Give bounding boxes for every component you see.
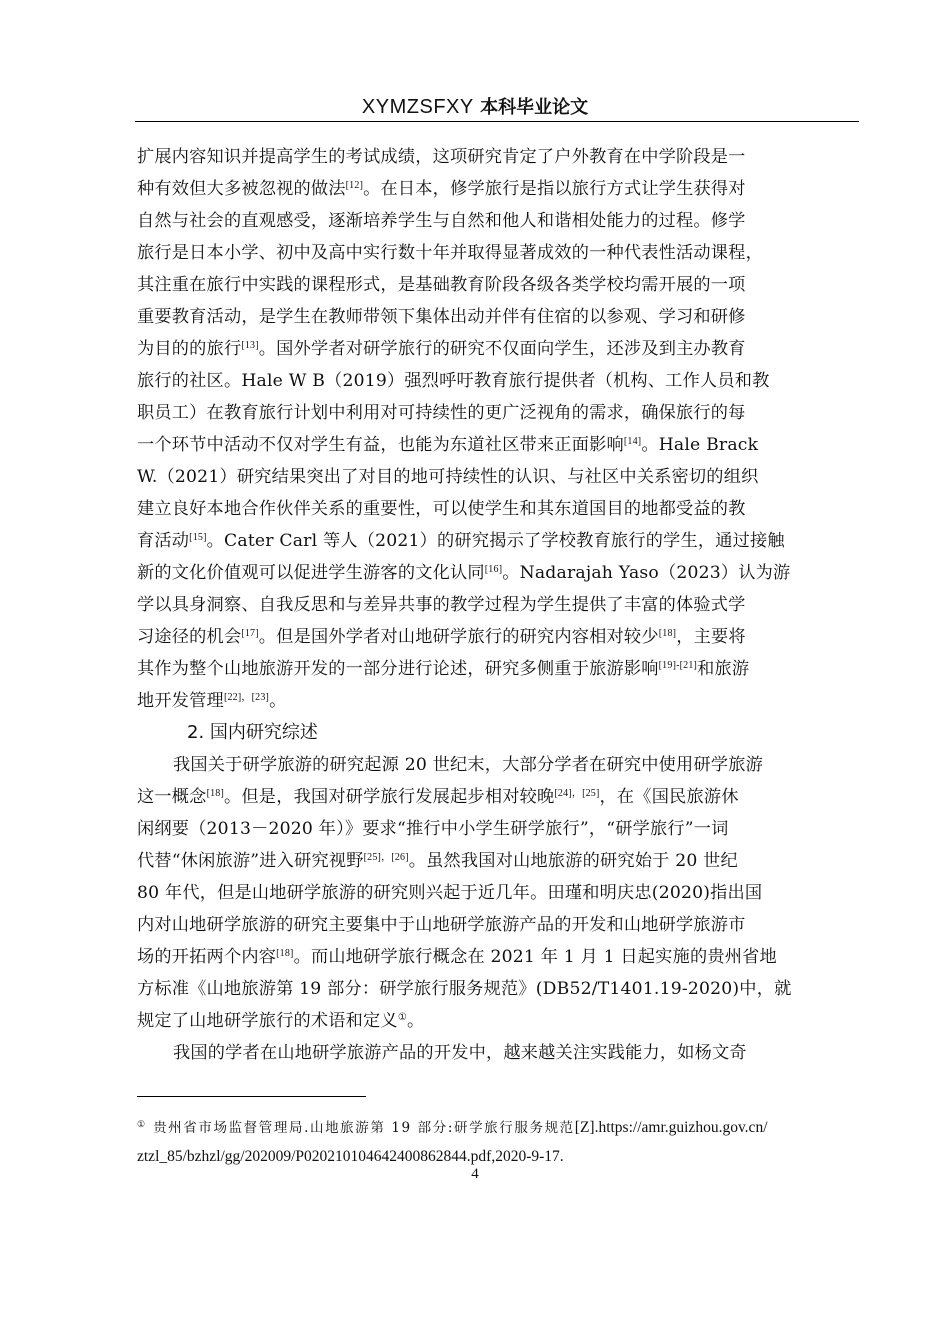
paragraph-foreign-research bbox=[137, 141, 817, 717]
citation-marker: [18] bbox=[276, 948, 294, 959]
text-run: 种有效但大多被忽视的做法 bbox=[137, 179, 346, 199]
header-title: 本科毕业论文 bbox=[480, 97, 589, 118]
text-run: 这一概念 bbox=[137, 787, 207, 807]
text-line bbox=[137, 205, 817, 237]
text-run: 。国外学者对研学旅行的研究不仅面向学生，还涉及到主办教育 bbox=[258, 339, 746, 359]
text-line bbox=[137, 749, 817, 781]
citation-marker: [19]-[21] bbox=[658, 660, 698, 671]
text-line bbox=[137, 237, 817, 269]
text-line bbox=[137, 877, 817, 909]
text-line bbox=[137, 973, 817, 1005]
paragraph-domestic-research bbox=[137, 749, 817, 1069]
footnote-separator bbox=[137, 1096, 366, 1097]
header-code: XYMZSFXY bbox=[361, 96, 474, 118]
text-run: 我国的学者在山地研学旅游产品的开发中，越来越关注实践能力，如杨文奇 bbox=[173, 1043, 747, 1063]
citation-marker: [15] bbox=[189, 532, 207, 543]
text-line bbox=[137, 685, 817, 717]
text-line bbox=[137, 941, 817, 973]
text-line bbox=[137, 141, 817, 173]
footnote-link-start: [Z].https://amr.guizhou.gov.cn/ bbox=[574, 1119, 768, 1136]
citation-marker: [12] bbox=[345, 180, 364, 191]
citation-marker: [13] bbox=[241, 340, 259, 351]
footnote-text-cn: 贵州省市场监督管理局.山地旅游第 19 部分:研学旅行服务规范 bbox=[153, 1120, 575, 1136]
text-run: 建立良好本地合作伙伴关系的重要性，可以使学生和其东道国目的地都受益的教 bbox=[137, 499, 746, 519]
text-line bbox=[137, 845, 817, 877]
text-run: 重要教育活动，是学生在教师带领下集体出动并伴有住宿的以参观、学习和研修 bbox=[137, 307, 746, 327]
citation-marker: [18] bbox=[206, 788, 225, 799]
text-run: 方标准《山地旅游第 19 部分：研学旅行服务规范》(DB52/T1401.19-2020)中，就 bbox=[137, 979, 792, 999]
text-line bbox=[137, 333, 817, 365]
text-run: 育活动 bbox=[137, 531, 190, 551]
body-text bbox=[137, 141, 817, 1069]
text-run: W.（2021）研究结果突出了对目的地可持续性的认识、与社区中关系密切的组织 bbox=[137, 467, 759, 487]
text-run: 代替“休闲旅游”进入研究视野 bbox=[137, 851, 364, 871]
text-run: 我国关于研学旅游的研究起源 20 世纪末，大部分学者在研究中使用研学旅游 bbox=[173, 755, 764, 775]
text-run: 新的文化价值观可以促进学生游客的文化认同 bbox=[137, 563, 485, 583]
text-run: 80 年代，但是山地研学旅游的研究则兴起于近几年。田瑾和明庆忠(2020)指出国 bbox=[137, 883, 763, 903]
text-run: 旅行的社区。Hale W B（2019）强烈呼吁教育旅行提供者（机构、工作人员和教 bbox=[137, 371, 770, 391]
text-line bbox=[137, 173, 817, 205]
text-line bbox=[137, 813, 817, 845]
text-run: 。但是，我国对研学旅行发展起步相对较晚 bbox=[224, 787, 555, 807]
text-line bbox=[137, 589, 817, 621]
text-run: 习途径的机会 bbox=[137, 627, 242, 647]
text-run: 。在日本，修学旅行是指以旅行方式让学生获得对 bbox=[363, 179, 746, 199]
text-line bbox=[137, 461, 817, 493]
text-run: 其作为整个山地旅游开发的一部分进行论述，研究多侧重于旅游影响 bbox=[137, 659, 659, 679]
text-run: 规定了山地研学旅行的术语和定义 bbox=[137, 1011, 398, 1031]
section-heading: 2. 国内研究综述 bbox=[187, 722, 318, 743]
text-run: 。而山地研学旅行概念在 2021 年 1 月 1 日起实施的贵州省地 bbox=[293, 947, 777, 967]
text-run: 其注重在旅行中实践的课程形式，是基础教育阶段各级各类学校均需开展的一项 bbox=[137, 275, 746, 295]
text-line bbox=[137, 1005, 817, 1037]
citation-marker: [14] bbox=[623, 436, 642, 447]
text-run: 和旅游 bbox=[697, 659, 750, 679]
text-run: 。 bbox=[407, 1011, 425, 1031]
header-rule bbox=[135, 121, 859, 122]
text-run: 闲纲要（2013－2020 年）》要求“推行中小学生研学旅行”，“研学旅行”一词 bbox=[137, 819, 729, 839]
text-run: 扩展内容知识并提高学生的考试成绩，这项研究肯定了户外教育在中学阶段是一 bbox=[137, 147, 746, 167]
text-line bbox=[137, 621, 817, 653]
citation-marker: [22]，[23] bbox=[223, 692, 270, 703]
page-number: 4 bbox=[471, 1166, 479, 1182]
citation-marker: [18] bbox=[658, 628, 677, 639]
text-line bbox=[137, 653, 817, 685]
text-run: 。但是国外学者对山地研学旅行的研究内容相对较少 bbox=[258, 627, 659, 647]
text-run: ，主要将 bbox=[676, 627, 746, 647]
text-line bbox=[137, 269, 817, 301]
text-line bbox=[137, 781, 817, 813]
text-run: 地开发管理 bbox=[137, 691, 224, 711]
text-run: 旅行是日本小学、初中及高中实行数十年并取得显著成效的一种代表性活动课程， bbox=[137, 243, 763, 263]
text-run: ，在《国民旅游休 bbox=[599, 787, 739, 807]
text-run: 。 bbox=[269, 691, 287, 711]
text-run: 。虽然我国对山地旅游的研究始于 20 世纪 bbox=[408, 851, 738, 871]
text-run: 职员工）在教育旅行计划中利用对可持续性的更广泛视角的需求，确保旅行的每 bbox=[137, 403, 746, 423]
footnote-line bbox=[137, 1112, 827, 1144]
text-line bbox=[137, 301, 817, 333]
text-line bbox=[137, 429, 817, 461]
text-run: 。Cater Carl 等人（2021）的研究揭示了学校教育旅行的学生，通过接触 bbox=[206, 531, 785, 551]
text-line bbox=[137, 557, 817, 589]
text-line bbox=[137, 525, 817, 557]
text-line bbox=[137, 397, 817, 429]
text-run: 场的开拓两个内容 bbox=[137, 947, 277, 967]
text-run: 为目的的旅行 bbox=[137, 339, 242, 359]
footnote-link-end: ztzl_85/bzhzl/gg/202009/P020210104642400862844.pdf,2020-9-17. bbox=[137, 1148, 564, 1165]
text-run: 内对山地研学旅游的研究主要集中于山地研学旅游产品的开发和山地研学旅游市 bbox=[137, 915, 746, 935]
text-run: 学以具身洞察、自我反思和与差异共事的教学过程为学生提供了丰富的体验式学 bbox=[137, 595, 746, 615]
text-run: 自然与社会的直观感受，逐渐培养学生与自然和他人和谐相处能力的过程。修学 bbox=[137, 211, 746, 231]
citation-marker: [17] bbox=[241, 628, 259, 639]
footnote-mark: ① bbox=[137, 1120, 146, 1130]
text-line bbox=[137, 493, 817, 525]
text-run: 。Nadarajah Yaso（2023）认为游 bbox=[502, 563, 791, 583]
text-run: 一个环节中活动不仅对学生有益，也能为东道社区带来正面影响 bbox=[137, 435, 624, 455]
citation-marker: ① bbox=[397, 1012, 407, 1023]
text-line bbox=[137, 1037, 817, 1069]
citation-marker: [16] bbox=[484, 564, 503, 575]
citation-marker: [25]，[26] bbox=[363, 852, 409, 863]
text-line bbox=[137, 909, 817, 941]
text-run: 。Hale Brack bbox=[641, 435, 759, 455]
text-line bbox=[137, 365, 817, 397]
citation-marker: [24]，[25] bbox=[554, 788, 600, 799]
running-header bbox=[0, 94, 950, 120]
